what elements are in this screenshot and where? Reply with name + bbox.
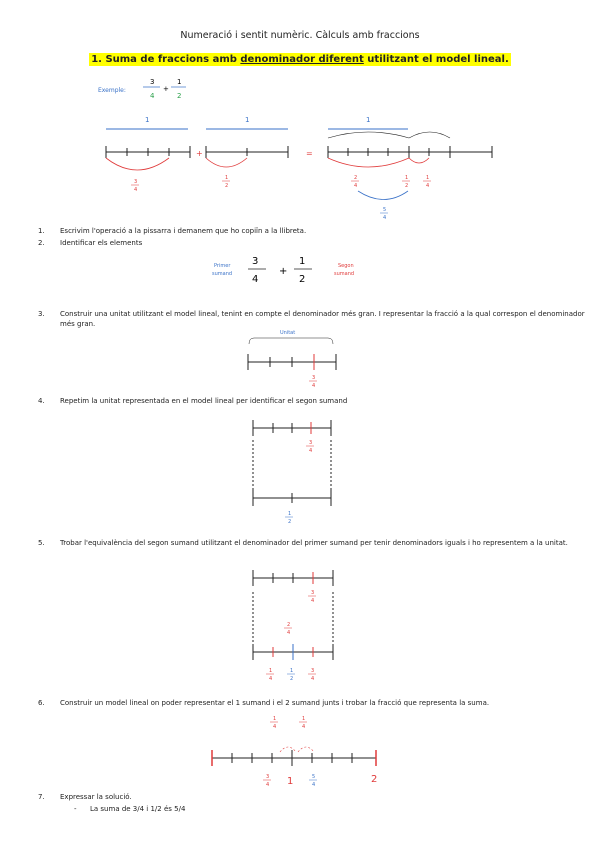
step-text: Escrivim l'operació a la pissarra i demanem que ho copiïn a la llibreta. (60, 227, 307, 235)
f2-d: 2 (405, 183, 409, 189)
top-model-diagram (0, 70, 600, 230)
s4-n2: 1 (288, 511, 292, 517)
step6-diagram (200, 710, 390, 792)
s5-b2d: 2 (290, 676, 294, 682)
f14-d: 4 (426, 183, 430, 189)
top-unit-label-3: 1 (366, 116, 371, 124)
f12-n: 1 (225, 175, 229, 181)
step-number: 7. (38, 793, 45, 801)
page-title: Numeració i sentit numèric. Càlculs amb fraccions (180, 30, 420, 41)
s6-b2d: 4 (312, 782, 316, 788)
s6-t2n: 1 (302, 716, 306, 722)
step-text: Construir un model lineal on poder representar el 1 sumand i el 2 sumand junts i trobar la fracció que representa la suma. (60, 699, 490, 707)
primer-label: Primer (214, 263, 231, 269)
s3-d: 4 (312, 383, 316, 389)
example-label: Exemple: (98, 87, 126, 94)
arc-top-left (328, 132, 409, 138)
s5-b1d: 4 (269, 676, 273, 682)
s2-d1: 4 (252, 274, 259, 285)
f24-d: 4 (354, 183, 358, 189)
step-text: Repetim la unitat representada en el model lineal per identificar el segon sumand (60, 397, 348, 405)
step-number: 1. (38, 227, 45, 235)
segon-label-2: sumand (334, 271, 355, 277)
s6-b1d: 4 (266, 782, 270, 788)
s4-d1: 4 (309, 448, 313, 454)
step-number: 5. (38, 539, 45, 547)
s2-d2: 2 (299, 274, 306, 285)
ex-plus: + (163, 85, 169, 93)
s2-n2: 1 (299, 256, 306, 267)
top-equals: = (306, 149, 313, 158)
step-number: 3. (38, 310, 45, 318)
arc-top-right (409, 132, 450, 138)
step5-diagram (245, 566, 345, 690)
s5-n24: 2 (287, 622, 291, 628)
step2-diagram (200, 250, 380, 290)
ex-d1: 4 (150, 92, 155, 100)
s3-n: 3 (312, 375, 316, 381)
step-text: Trobar l'equivalència del segon sumand utilitzant el denominador del primer sumand per tenir denominadors iguals i ho representem a la unitat. (60, 539, 568, 547)
f34-n: 3 (134, 179, 138, 185)
f12-d: 2 (225, 183, 229, 189)
s2-n1: 3 (252, 256, 259, 267)
s6-t2d: 4 (302, 724, 306, 730)
s6-t1n: 1 (273, 716, 277, 722)
s5-d34: 4 (311, 598, 315, 604)
step-text: Expressar la solució. (60, 793, 132, 801)
f54-n: 5 (383, 207, 387, 213)
ex-n1: 3 (150, 78, 155, 86)
segon-label: Segon (338, 263, 354, 269)
s5-b2n: 1 (290, 668, 294, 674)
top-unit-label-1: 1 (145, 116, 150, 124)
solution-dash: - (74, 805, 77, 813)
s5-d24: 4 (287, 630, 291, 636)
heading-part: 1. Suma de fraccions amb (91, 54, 241, 65)
ex-n2: 1 (177, 78, 182, 86)
f24-n: 2 (354, 175, 358, 181)
arc-bottom-left (328, 158, 409, 167)
step-number: 6. (38, 699, 45, 707)
arc-34 (106, 158, 169, 170)
top-unit-label-2: 1 (245, 116, 250, 124)
step3-diagram (240, 328, 350, 390)
s4-d2: 2 (288, 519, 292, 525)
heading-underlined: denominador diferent (240, 54, 364, 65)
arc-sum (358, 191, 408, 200)
unitat-label: Unitat (280, 330, 296, 336)
ex-d2: 2 (177, 92, 182, 100)
arc-bottom-right (409, 158, 429, 163)
s2-plus: + (279, 266, 288, 277)
section-heading (0, 54, 600, 65)
f54-d: 4 (383, 215, 387, 221)
solution-text: La suma de 3/4 i 1/2 és 5/4 (90, 805, 186, 813)
f2-n: 1 (405, 175, 409, 181)
arc-1 (280, 747, 296, 752)
top-plus: + (196, 149, 203, 158)
s6-one: 1 (287, 776, 294, 787)
heading-part-end: utilitzant el model lineal. (363, 54, 509, 65)
arc-2 (298, 747, 314, 752)
f34-d: 4 (134, 187, 138, 193)
s6-b1n: 3 (266, 774, 270, 780)
s4-n1: 3 (309, 440, 313, 446)
s5-b3d: 4 (311, 676, 315, 682)
step4-diagram (245, 412, 345, 532)
s5-b3n: 3 (311, 668, 315, 674)
primer-label-2: sumand (212, 271, 233, 277)
step-number: 4. (38, 397, 45, 405)
s5-b1n: 1 (269, 668, 273, 674)
s6-b2n: 5 (312, 774, 316, 780)
arc-12 (206, 158, 247, 167)
f14-n: 1 (426, 175, 430, 181)
step-text: Construir una unitat utilitzant el model lineal, tenint en compte el denominador més gran. I representar la fracció a la qual correspon el denominador més gran. (60, 310, 585, 328)
s6-t1d: 4 (273, 724, 277, 730)
unitat-brace (249, 338, 333, 344)
s5-n34: 3 (311, 590, 315, 596)
step-text: Identificar els elements (60, 239, 143, 247)
step-number: 2. (38, 239, 45, 247)
s6-two: 2 (371, 774, 378, 785)
